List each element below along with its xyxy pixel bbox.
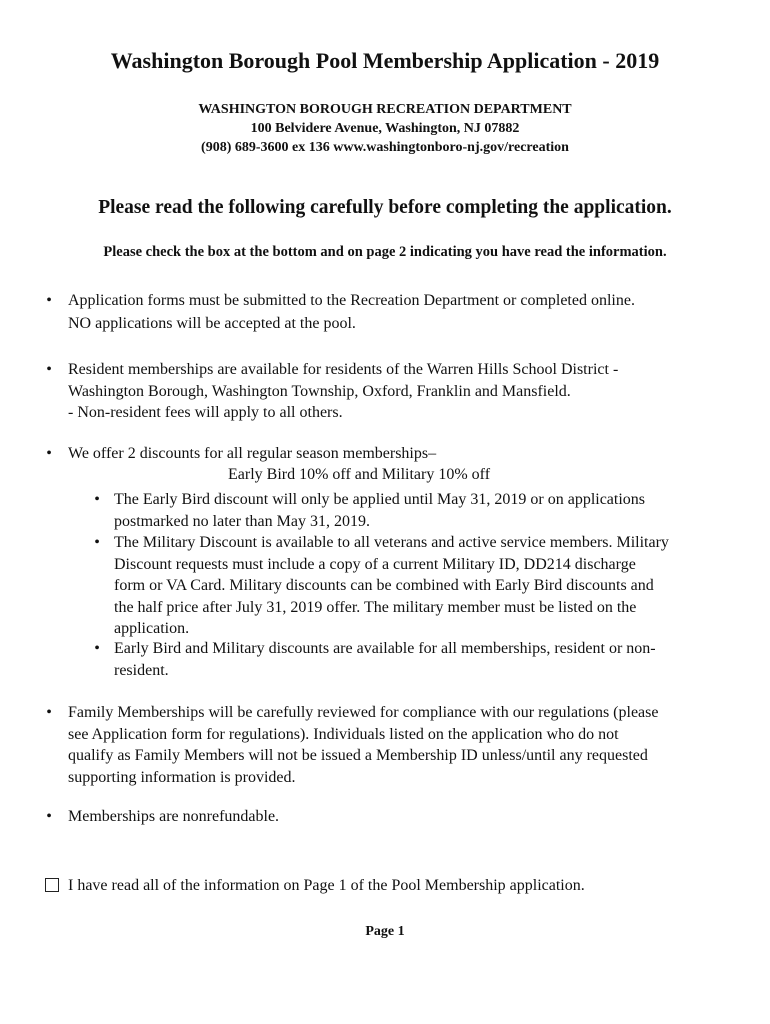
bullet-icon: •: [94, 534, 100, 551]
bullet-resident-memberships: Resident memberships are available for residents of the Warren Hills School District - Washington Borough, Washington Township, Oxford, Franklin and Mansfield. - Non-resident fees will apply to all others.: [68, 361, 619, 421]
sub-bullet-military: The Military Discount is available to all veterans and active service members. Military Discount requests must include a copy of a current Military ID, DD214 discharge form or VA Card. Military discounts can be combined with Early Bird discounts and the half price after July 31, 2019 offer. The military member must be listed on the application.: [114, 534, 669, 637]
bullet-icon: •: [46, 445, 52, 462]
bullet-icon: •: [46, 292, 52, 309]
bullet-discounts: We offer 2 discounts for all regular season memberships–: [68, 445, 437, 462]
bullet-nonrefundable: Memberships are nonrefundable.: [68, 808, 280, 825]
bullet-family-memberships: Family Memberships will be carefully reviewed for compliance with our regulations (please see Application form for regulations). Individuals listed on the application who do not qualify as Family Members will not be issued a Membership ID unless/until any requested supporting information is provided.: [68, 704, 659, 786]
department-contact: (908) 689-3600 ex 136 www.washingtonboro-nj.gov/recreation: [201, 140, 569, 155]
sub-bullet-availability: Early Bird and Military discounts are available for all memberships, resident or non- resident.: [114, 640, 656, 679]
bullet-icon: •: [46, 808, 52, 825]
bullet-icon: •: [46, 361, 52, 378]
department-header: [0, 100, 770, 157]
page-title: Washington Borough Pool Membership Application - 2019: [110, 48, 660, 73]
bullet-application-forms: Application forms must be submitted to the Recreation Department or completed online. NO applications will be accepted at the pool.: [68, 292, 635, 332]
acknowledge-label: I have read all of the information on Page 1 of the Pool Membership application.: [68, 877, 585, 894]
check-box-note: Please check the box at the bottom and on page 2 indicating you have read the information.: [103, 244, 667, 260]
discounts-summary: Early Bird 10% off and Military 10% off: [228, 466, 491, 483]
bullet-icon: •: [46, 704, 52, 721]
bullet-icon: •: [94, 491, 100, 508]
acknowledge-checkbox[interactable]: [45, 878, 59, 892]
sub-bullet-early-bird: The Early Bird discount will only be applied until May 31, 2019 or on applications postmarked no later than May 31, 2019.: [114, 491, 646, 530]
page-number: Page 1: [365, 924, 405, 939]
read-instructions-heading: Please read the following carefully before completing the application.: [98, 197, 672, 218]
department-address: 100 Belvidere Avenue, Washington, NJ 07882: [250, 121, 520, 136]
department-name: WASHINGTON BOROUGH RECREATION DEPARTMENT: [198, 102, 572, 117]
bullet-icon: •: [94, 640, 100, 657]
